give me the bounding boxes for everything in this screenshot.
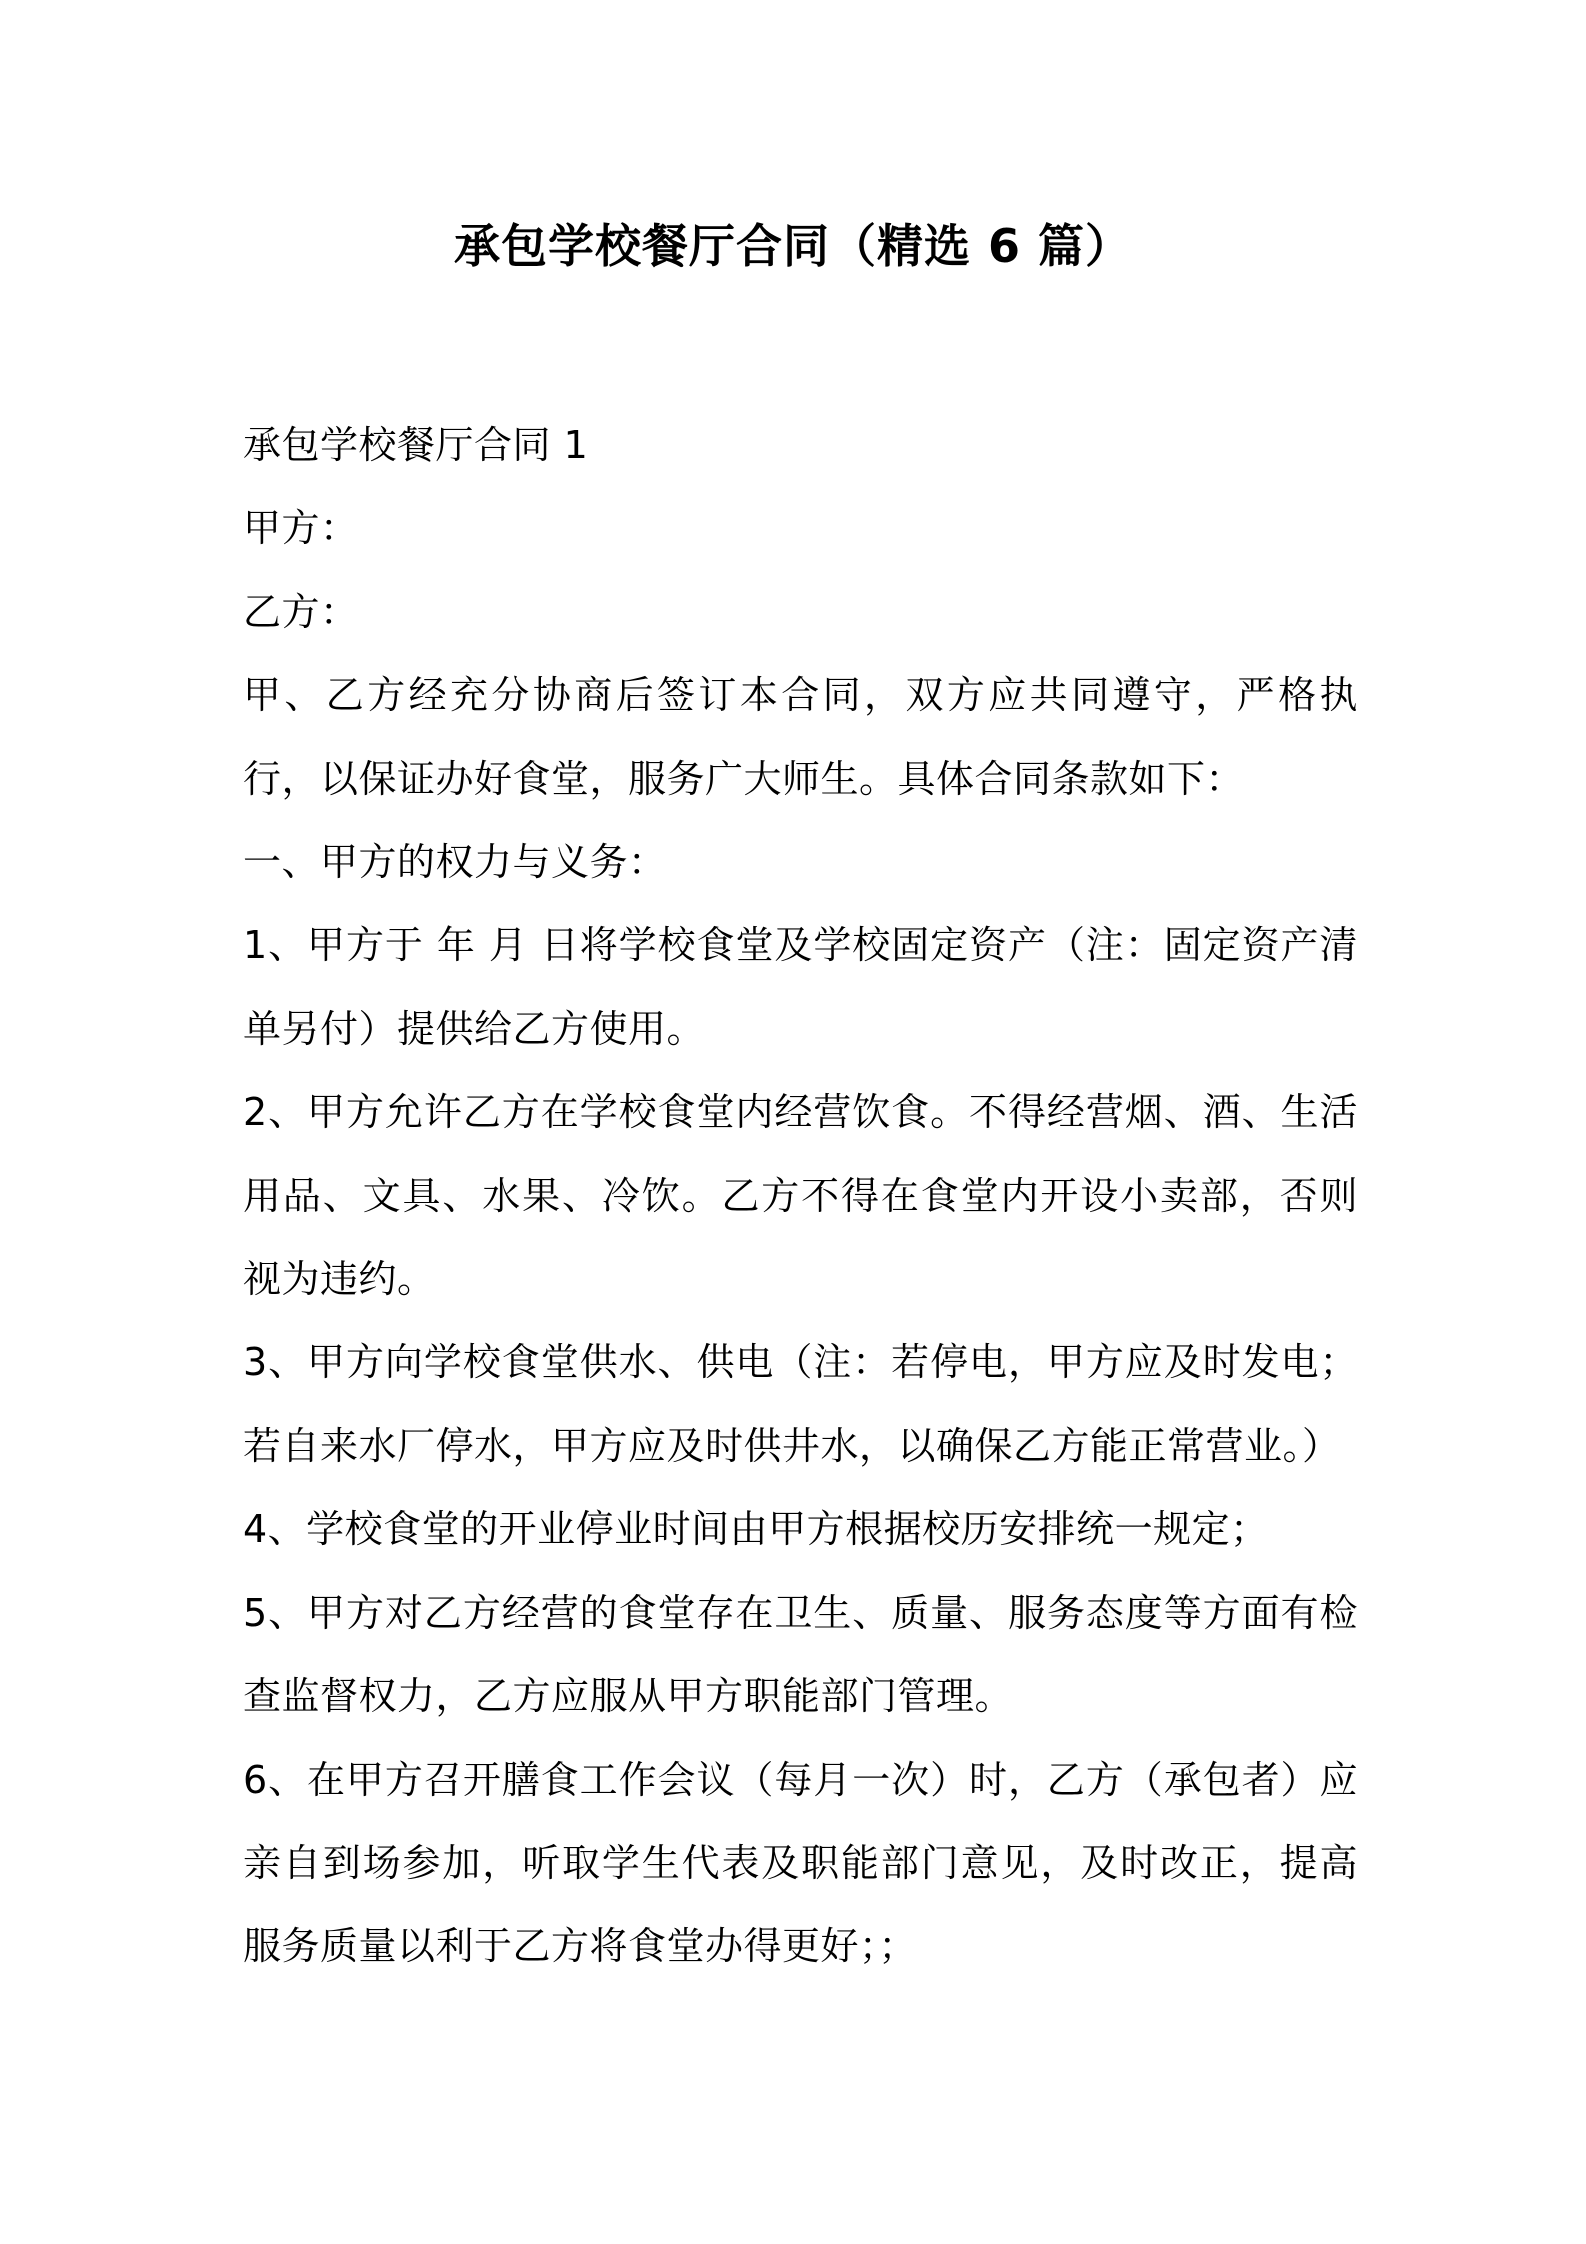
clause-5: 5、甲方对乙方经营的食堂存在卫生、质量、服务态度等方面有检查监督权力，乙方应服从甲方职能部门管理。 bbox=[243, 1590, 1358, 1719]
clause-3: 3、甲方向学校食堂供水、供电（注：若停电，甲方应及时发电；若自来水厂停水，甲方应及时供井水，以确保乙方能正常营业。） bbox=[243, 1340, 1358, 1468]
clause-4: 4、学校食堂的开业停业时间由甲方根据校历安排统一规定； bbox=[243, 1507, 1269, 1552]
clause-2: 2、甲方允许乙方在学校食堂内经营饮食。不得经营烟、酒、生活用品、文具、水果、冷饮。乙方不得在食堂内开设小卖部，否则视为违约。 bbox=[243, 1090, 1358, 1302]
party-a-line: 甲方： bbox=[243, 506, 359, 551]
section-heading-party-a-rights: 一、甲方的权力与义务： bbox=[243, 840, 667, 885]
document-body bbox=[243, 404, 1358, 1989]
party-b-line: 乙方： bbox=[243, 589, 359, 634]
document-title: 承包学校餐厅合同（精选 6 篇） bbox=[453, 219, 1133, 273]
contract-heading: 承包学校餐厅合同 1 bbox=[243, 423, 589, 467]
clause-6: 6、在甲方召开膳食工作会议（每月一次）时，乙方（承包者）应亲自到场参加，听取学生代表及职能部门意见，及时改正，提高服务质量以利于乙方将食堂办得更好；； bbox=[243, 1757, 1358, 1969]
clause-1: 1、甲方于 年 月 日将学校食堂及学校固定资产（注：固定资产清单另付）提供给乙方使用。 bbox=[243, 923, 1358, 1051]
preamble-paragraph: 甲、乙方经充分协商后签订本合同，双方应共同遵守，严格执行，以保证办好食堂，服务广大师生。具体合同条款如下： bbox=[243, 673, 1358, 801]
